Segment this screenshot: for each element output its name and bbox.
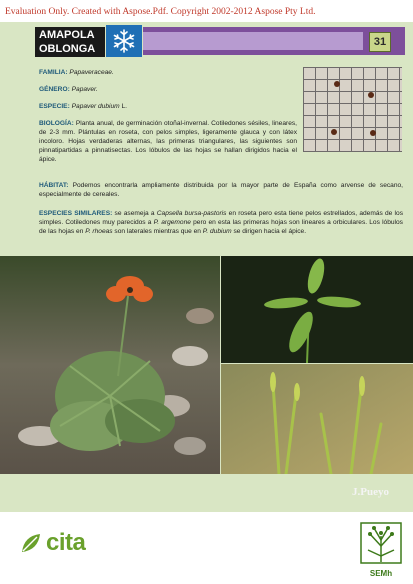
species-fields <box>39 68 297 172</box>
snowflake-icon <box>111 28 137 54</box>
biologia-paragraph: BIOLOGÍA: Planta anual, de germinación otoñal-invernal. Cotiledones sésiles, lineares, de 2-3 mm. Plántulas en roseta, con pelos simples, ligeramente glauca y con látex incoloro. Hojas verdaderas alternas, las primeras triangulares, las siguientes son pinnatipartidas a pinnatisectas. Los lóbulos de las hojas se hallan dirigidos hacia el ápice. <box>39 120 297 163</box>
evaluation-watermark: Evaluation Only. Created with Aspose.Pdf. Copyright 2002-2012 Aspose Pty Ltd. <box>5 7 316 17</box>
season-badge <box>106 25 142 57</box>
seedling-illustration <box>221 256 413 363</box>
cotyledon-photo <box>221 364 413 474</box>
familia-row: FAMILIA: Papaveraceae. <box>39 69 114 76</box>
page-title <box>35 27 105 57</box>
plant-photo <box>0 256 220 474</box>
seedling-photo <box>221 256 413 363</box>
seed <box>334 81 340 87</box>
cotyledon-illustration <box>221 364 413 474</box>
page-number: 31 <box>369 32 391 52</box>
especie-row: ESPECIE: Papaver dubium L. <box>39 103 127 110</box>
photo-credit: J.Pueyo <box>352 486 389 498</box>
title-line-1: AMAPOLA <box>39 29 95 41</box>
cita-logo: cita <box>20 529 85 557</box>
plant-illustration <box>0 256 220 474</box>
similares-paragraph: ESPECIES SIMILARES: se asemeja a Capsella bursa-pastoris en roseta pero esta tiene pelos estrellados, además de los simples. Cotiledones muy parecidos a P. argemone pero en esta las primeras hojas son lineares a orbiculares. Los lóbulos de las hojas en P. rhoeas son laterales mientras que en P. dubium se dirigen hacia el ápice. <box>39 210 403 235</box>
seed <box>331 129 337 135</box>
genero-row: GÉNERO: Papaver. <box>39 86 98 93</box>
header-bar-highlight <box>143 32 363 50</box>
title-line-2: OBLONGA <box>39 43 96 55</box>
header-bar <box>143 27 405 55</box>
seed <box>370 130 376 136</box>
seeds-photo <box>303 67 402 152</box>
habitat-paragraph: HÁBITAT: Podemos encontrarla ampliamente distribuida por la mayor parte de España como arvense de secano, especialmente de cereales. <box>39 182 403 198</box>
semh-tree-icon <box>360 522 402 564</box>
cita-leaf-icon <box>20 532 42 554</box>
semh-logo: SEMh <box>358 522 404 576</box>
seed <box>368 92 374 98</box>
